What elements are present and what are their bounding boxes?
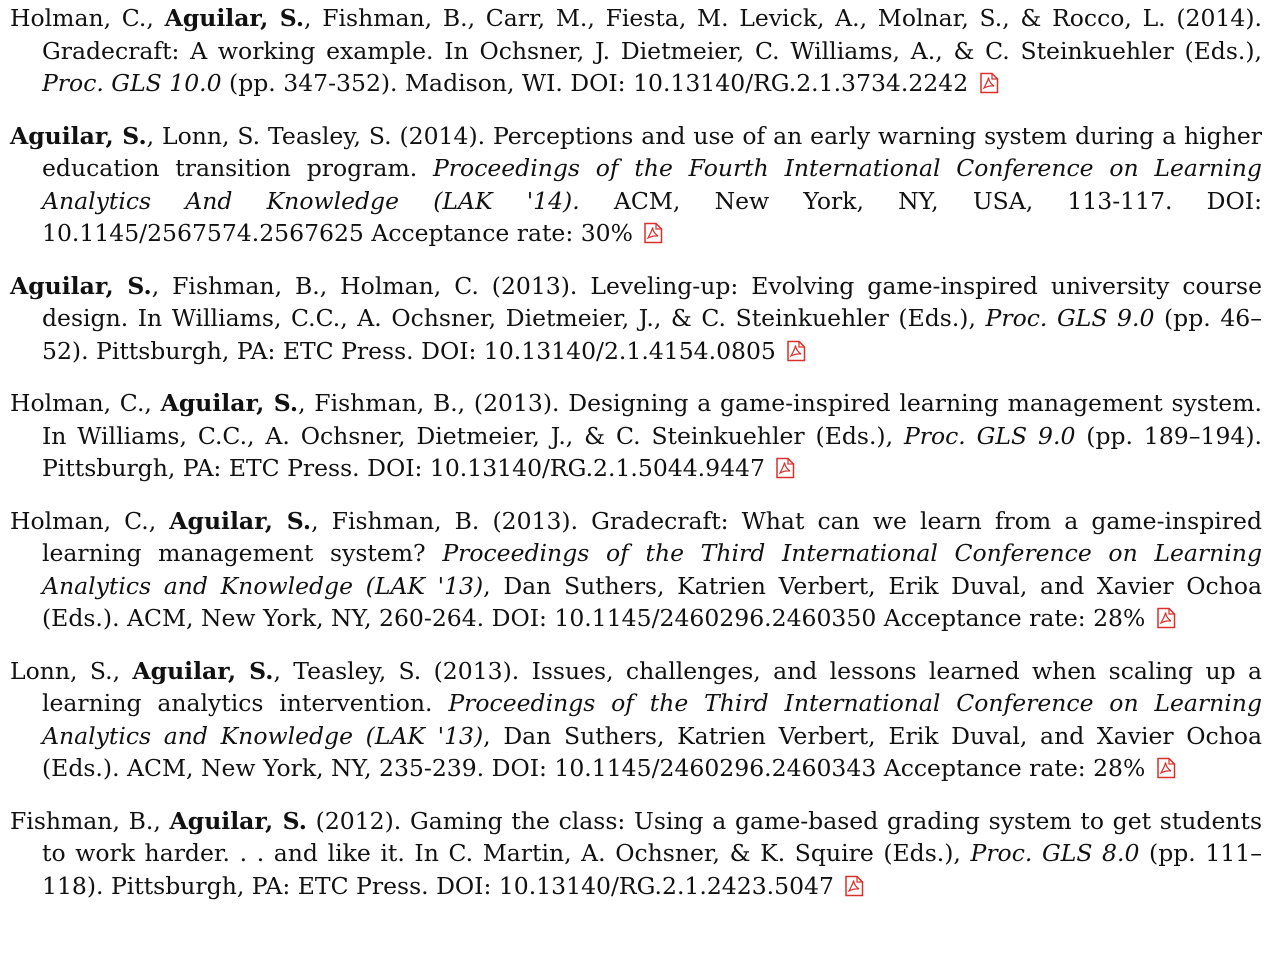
pdf-icon[interactable] [785, 340, 807, 362]
venue: Proc. GLS 10.0 [42, 69, 222, 97]
pdf-icon[interactable] [642, 222, 664, 244]
authors-before: Holman, C., [10, 506, 170, 535]
highlighted-author: Aguilar, S. [164, 4, 305, 32]
highlighted-author: Aguilar, S. [169, 506, 312, 535]
venue: Proc. GLS 9.0 [985, 304, 1155, 332]
venue: Proceedings of the Third International Conference on Learning Analytics and Knowledge (LAK '13) [42, 539, 1262, 600]
authors-before: Holman, C., [10, 389, 161, 417]
authors-after: , Fishman, B., Holman, C. (2013). Leveling-up: Evolving game-inspired university course design. In Williams, C.C., A. Ochsner, Dietmeier, J., & C. Steinkuehler (Eds.), [42, 271, 1262, 332]
publication-entry-5 [10, 505, 1262, 635]
highlighted-author: Aguilar, S. [169, 806, 307, 835]
authors-after: , Fishman, B., Carr, M., Fiesta, M. Levick, A., Molnar, S., & Rocco, L. (2014). Gradecraft: A working example. In Ochsner, J. Dietmeier, C. Williams, A., & C. Steinkuehler (Eds.), [42, 4, 1262, 65]
pdf-icon[interactable] [1155, 757, 1177, 779]
publication-entry-3 [10, 270, 1262, 368]
pdf-icon[interactable] [1155, 607, 1177, 629]
citation-tail: (pp. 347-352). Madison, WI. DOI: 10.13140/RG.2.1.3734.2242 [221, 69, 969, 97]
publication-entry-6 [10, 655, 1262, 785]
venue: Proceedings of the Fourth International Conference on Learning Analytics And Knowledge (LAK '14). [42, 154, 1262, 215]
citation-tail: (pp. 189–194). Pittsburgh, PA: ETC Press. DOI: 10.13140/RG.2.1.5044.9447 [42, 421, 1263, 482]
publication-entry-2 [10, 120, 1262, 250]
publication-entry-1 [10, 2, 1262, 100]
citation-tail: , Dan Suthers, Katrien Verbert, Erik Duval, and Xavier Ochoa (Eds.). ACM, New York, NY, 235-239. DOI: 10.1145/2460296.2460343 Acceptance rate: 28% [42, 721, 1262, 782]
citation-tail: , Dan Suthers, Katrien Verbert, Erik Duval, and Xavier Ochoa (Eds.). ACM, New York, NY, 260-264. DOI: 10.1145/2460296.2460350 Acceptance rate: 28% [42, 571, 1262, 632]
citation-tail: ACM, New York, NY, USA, 113-117. DOI: 10.1145/2567574.2567625 Acceptance rate: 30% [42, 186, 1262, 247]
publication-entry-4 [10, 387, 1262, 485]
pdf-icon[interactable] [774, 457, 796, 479]
authors-after: , Teasley, S. (2013). Issues, challenges, and lessons learned when scaling up a learning analytics intervention. [42, 656, 1262, 717]
pdf-icon[interactable] [843, 875, 865, 897]
citation-tail: (pp. 46–52). Pittsburgh, PA: ETC Press. DOI: 10.13140/2.1.4154.0805 [42, 304, 1262, 365]
authors-after: , Fishman, B., (2013). Designing a game-inspired learning management system. In Williams, C.C., A. Ochsner, Dietmeier, J., & C. Steinkuehler (Eds.), [42, 389, 1262, 450]
authors-before: Holman, C., [10, 4, 165, 32]
citation-tail: (pp. 111–118). Pittsburgh, PA: ETC Press. DOI: 10.13140/RG.2.1.2423.5047 [42, 839, 1262, 900]
venue: Proceedings of the Third International Conference on Learning Analytics and Knowledge (LAK '13) [42, 689, 1262, 750]
venue: Proc. GLS 8.0 [970, 839, 1140, 867]
highlighted-author: Aguilar, S. [10, 271, 152, 300]
pdf-icon[interactable] [978, 72, 1000, 94]
authors-before: Fishman, B., [10, 806, 170, 835]
authors-after: (2012). Gaming the class: Using a game-based grading system to get students to work harder. . . and like it. In C. Martin, A. Ochsner, & K. Squire (Eds.), [42, 806, 1263, 867]
publication-entry-7 [10, 805, 1262, 903]
venue: Proc. GLS 9.0 [903, 421, 1076, 450]
highlighted-author: Aguilar, S. [10, 121, 147, 150]
authors-after: , Lonn, S. Teasley, S. (2014). Perceptions and use of an early warning system during a higher education transition program. [42, 121, 1262, 182]
highlighted-author: Aguilar, S. [160, 389, 299, 417]
highlighted-author: Aguilar, S. [132, 656, 274, 685]
authors-after: , Fishman, B. (2013). Gradecraft: What can we learn from a game-inspired learning management system? [42, 506, 1262, 567]
authors-before: Lonn, S., [10, 656, 133, 685]
